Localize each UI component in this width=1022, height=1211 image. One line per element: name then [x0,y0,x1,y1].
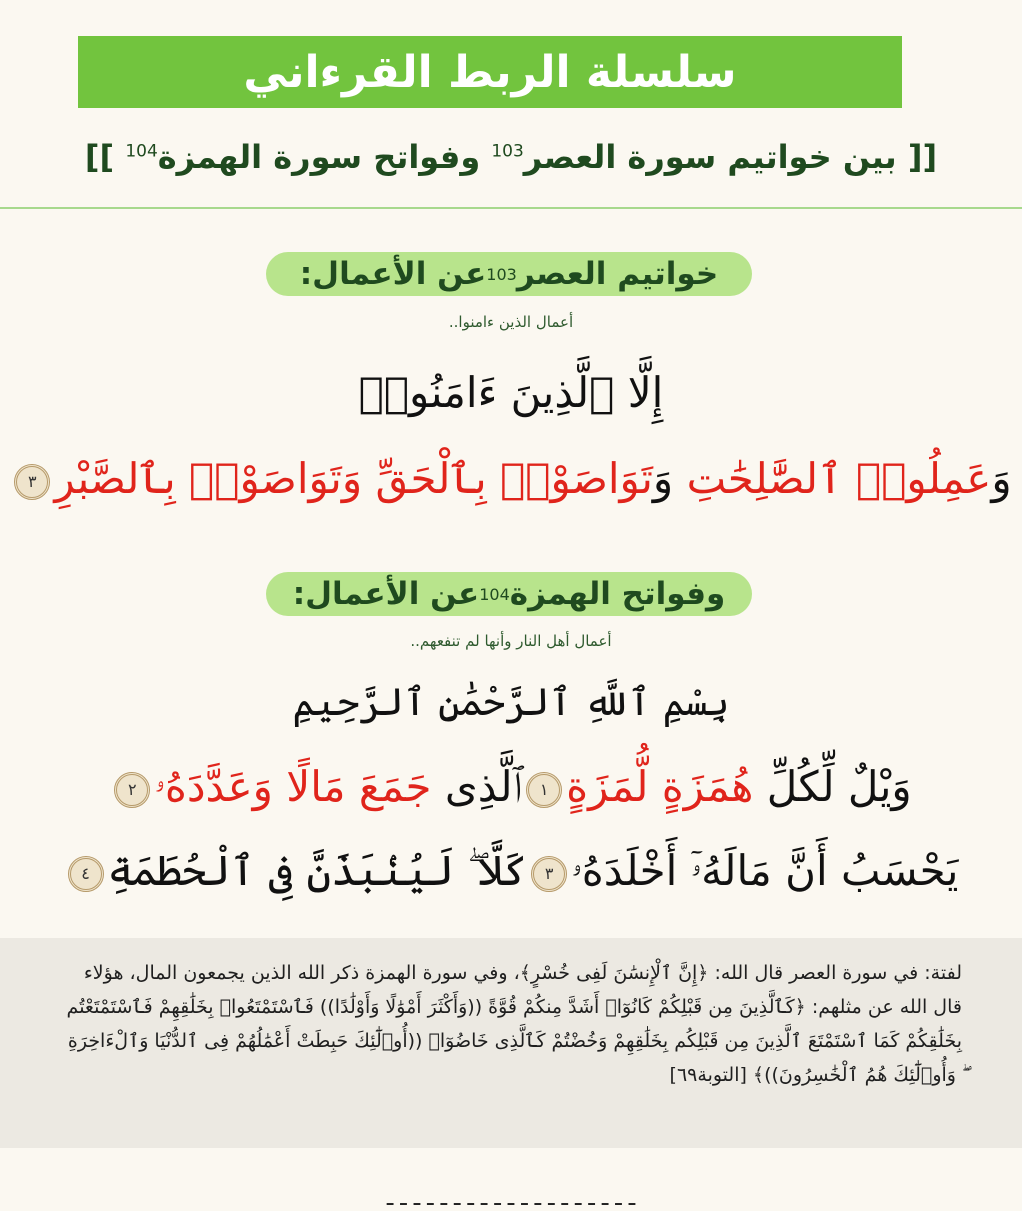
verse-humaza-crusher: كَلَّا ۖ لَيُنۢبَذَنَّ فِى ٱلْحُطَمَةِ [107,846,528,895]
section-heading-humaza-end: عن الأعمال: [292,576,480,612]
subtitle-sura-number-2: 104 [125,141,158,162]
series-title-banner [78,36,902,108]
section-heading-humaza [266,572,752,616]
verse-asr-wa: وَ [991,454,1012,503]
section-heading-asr-end: عن الأعمال: [299,256,487,292]
verse-humaza-woe: وَيْلٌ لِّكُلِّ [753,762,912,811]
section-heading-asr-number: 103 [486,264,517,284]
verse-humaza-amass-wealth: جَمَعَ مَالًا وَعَدَّدَهُۥ [154,762,432,811]
subtitle [0,138,1022,176]
verse-humaza-slanderer: هُمَزَةٍ لُّمَزَةٍ [566,762,754,811]
ayah-number-marker: ٤ [68,856,104,892]
series-title: سلسلة الربط القرءاني [243,46,737,98]
subtitle-end: ]] [84,138,126,176]
basmala: بِسْمِ ٱللَّهِ ٱلرَّحْمَٰنِ ٱلرَّحِيمِ [292,680,730,724]
ayah-number-marker: ٣ [531,856,567,892]
section-note-humaza: أعمال أهل النار وأنها لم تنفعهم.. [410,632,612,650]
ayah-number-marker: ٢ [114,772,150,808]
section-note-asr: أعمال الذين ءامنوا.. [448,313,574,331]
next-content-partial: ـ ـ ـ ـ ـ ـ ـ ـ ـ ـ ـ ـ ـ ـ ـ ـ ـ ـ ـ [386,1186,636,1211]
verse-humaza-line-2 [0,846,1022,896]
verse-asr-mutual-counsel: تَوَاصَوْا۟ بِٱلْحَقِّ وَتَوَاصَوْا۟ بِٱلصَّبْرِ [54,454,653,503]
verse-asr-line-2 [0,454,1022,503]
verse-humaza-thinks: يَحْسَبُ أَنَّ مَالَهُۥٓ أَخْلَدَهُۥ [571,846,959,895]
ayah-number-marker: ٣ [14,464,50,500]
verse-humaza-who: ٱلَّذِى [431,762,523,811]
section-heading-asr [266,252,752,296]
reflection-text: لفتة: في سورة العصر قال الله: ﴿إِنَّ ٱلْإِنسَٰنَ لَفِى خُسْرٍ﴾، وفي سورة الهمزة ذكر الله الذين يجمعون المال، هؤلاء قال الله عن مثلهم: ﴿كَٱلَّذِينَ مِن قَبْلِكُمْ كَانُوٓا۟ أَشَدَّ مِنكُمْ قُوَّةً ((وَأَكْثَرَ أَمْوَٰلًا وَأَوْلَٰدًا)) فَٱسْتَمْتَعُوا۟ بِخَلَٰقِهِمْ فَٱسْتَمْتَعْتُم بِخَلَٰقِكُمْ كَمَا ٱسْتَمْتَعَ ٱلَّذِينَ مِن قَبْلِكُم بِخَلَٰقِهِمْ وَخُضْتُمْ كَٱلَّذِى خَاضُوٓا۟ ((أُو۟لَٰٓئِكَ حَبِطَتْ أَعْمَٰلُهُمْ فِى ٱلدُّنْيَا وَٱلْءَاخِرَةِ ۖ وَأُو۟لَٰٓئِكَ هُمُ ٱلْخَٰسِرُونَ))﴾ [التوبة٦٩] [66,962,962,1086]
verse-asr-wa-2: وَ [652,454,687,503]
section-heading-humaza-text: وفواتح الهمزة [509,576,726,612]
subtitle-sura-number-1: 103 [491,141,524,162]
section-heading-asr-text: خواتيم العصر [516,256,719,292]
verse-asr-line-1: إِلَّا ٱلَّذِينَ ءَامَنُوا۟ [358,368,664,417]
header-divider [0,207,1022,209]
section-heading-humaza-number: 104 [479,584,510,604]
subtitle-text: [[ بين خواتيم سورة العصر [523,138,938,176]
verse-humaza-line-1 [0,762,1022,812]
subtitle-mid: وفواتح سورة الهمزة [157,138,492,176]
ayah-number-marker: ١ [526,772,562,808]
verse-asr-righteous-deeds: عَمِلُوا۟ ٱلصَّٰلِحَٰتِ [686,454,992,503]
